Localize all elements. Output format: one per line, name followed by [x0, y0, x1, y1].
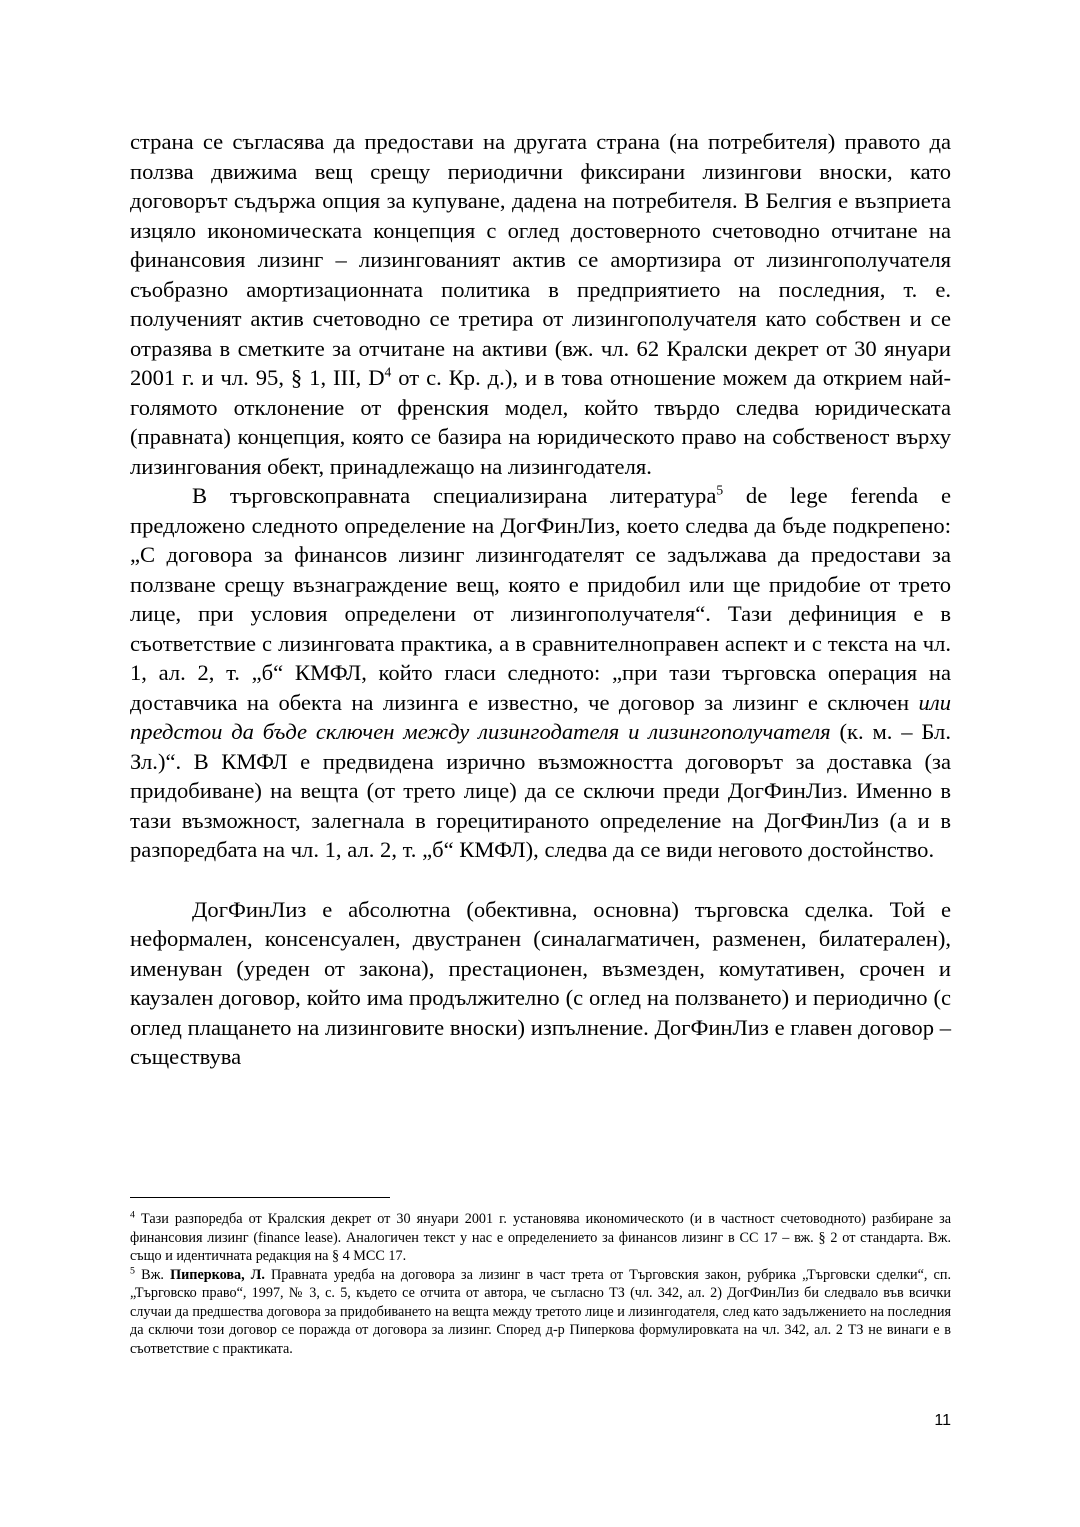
paragraph-1-text: страна се съгласява да предостави на другата страна (на потребителя) правото да ползва движима вещ срещу периодични фиксирани лизингови вноски, като договорът съдържа опция за купуване, дадена на потребителя. В Белгия е възприета изцяло икономическата концепция с оглед достоверното счетоводно отчитане на финансовия лизинг – лизингованият актив се амортизира от лизингополучателя съобразно амортизационната политика в предприятието на последния, т. е. полученият актив счетоводно се третира от лизингополучателя като собствен и се отразява в сметките за отчитане на активи (вж. чл. 62 Кралски декрет от 30 януари 2001 г. и чл. 95, § 1, III, D [130, 129, 951, 390]
document-body [130, 127, 951, 1072]
paragraph-3-text: ДогФинЛиз е абсолютна (обективна, основна) търговска сделка. Той е неформален, консенсуален, двустранен (синалагматичен, разменен, билатерален), именуван (уреден от закона), престационен, възмезден, комутативен, срочен и каузален договор, който има продължително (с оглед на ползването) и периодично (с оглед плащането на лизинговите вноски) изпълнение. ДогФинЛиз е главен договор – съществува [130, 896, 951, 1069]
footnote-4-text: Тази разпоредба от Кралския декрет от 30 януари 2001 г. установява икономическото (и в частност счетоводното) разбиране за финансовия лизинг (finance lease). Аналогичен текст у нас е определението за финансов лизинг в СС 17 – вж. § 2 от стандарта. Вж. също и идентичната редакция на § 4 МСС 17. [130, 1211, 951, 1264]
footnote-4-mark: 4 [130, 1209, 135, 1221]
paragraph-2-text-b: de lege ferenda е предложено следното определение на ДогФинЛиз, което следва да бъде подкрепено: „С договора за финансов лизинг лизингодателят се задължава да предостави за ползване срещу възнаграждение вещ, която е придобил или ще придобие от трето лице, при условия определени от лизингополучателя“. Тази дефиниция е в съответствие с лизинговата практика, а в сравнителноправен аспект и с текста на чл. 1, ал. 2, т. „б“ КМФЛ, който гласи следното: „при тази търговска операция на доставчика на обекта на лизинга е известно, че договор за лизинг е сключен [130, 483, 951, 715]
footnote-ref-4: 4 [384, 364, 392, 380]
footnote-5-prefix: Вж. [134, 1266, 171, 1283]
footnote-5-mark: 5 [130, 1264, 135, 1276]
paragraph-2-text-c: (к. м. – Бл. Зл.)“. В КМФЛ е предвидена изрично възможността договорът за доставка (за придобиване) на вещта (от трето лице) да се сключи преди ДогФинЛиз. Именно в тази възможност, залегнала в горецитираното определение на ДогФинЛиз (а и в разпоредбата на чл. 1, ал. 2, т. „б“ КМФЛ), следва да се види неговото достойнство. [130, 719, 951, 862]
footnote-separator [130, 1197, 390, 1198]
paragraph-2-text-a: В търговскоправната специализирана литература [192, 483, 717, 508]
paragraph-1-text-rest: от с. Кр. д.), и в това отношение можем да открием най-голямото отклонение от френския модел, който твърдо следва юридическата (правната) концепция, която се базира на юридическото право на собственост върху лизингования обект, принадлежащо на лизингодателя. [130, 365, 951, 479]
paragraph-3 [130, 895, 951, 1072]
page-number: 11 [934, 1412, 951, 1429]
footnote-5-author: Пиперкова, Л. [170, 1266, 265, 1283]
paragraph-2 [130, 481, 951, 865]
footnote-5-text: Правната уредба на договора за лизинг в част трета от Търговския закон, рубрика „Търговски сделки“, сп. „Търговско право“, 1997, № 3, с. 5, където се отчита от автора, че съгласно ТЗ (чл. 342, ал. 2) ДогФинЛиз би следвало във всички случаи да предшества договора за придобиването на вещта между третото лице и лизингодателя, след като задължението на последния да сключи този договор се поражда от договора за лизинг. Според д-р Пиперкова формулировката на чл. 342, ал. 2 ТЗ не винаги е в съответствие с практиката. [130, 1266, 951, 1357]
footnote-ref-5: 5 [716, 482, 724, 498]
footnote-4 [130, 1210, 951, 1266]
paragraph-1 [130, 127, 951, 481]
paragraph-2-italic: или предстои да бъде сключен между лизингодателя и лизингополучателя [130, 689, 951, 744]
footnotes [130, 1210, 951, 1358]
footnote-5 [130, 1266, 951, 1359]
